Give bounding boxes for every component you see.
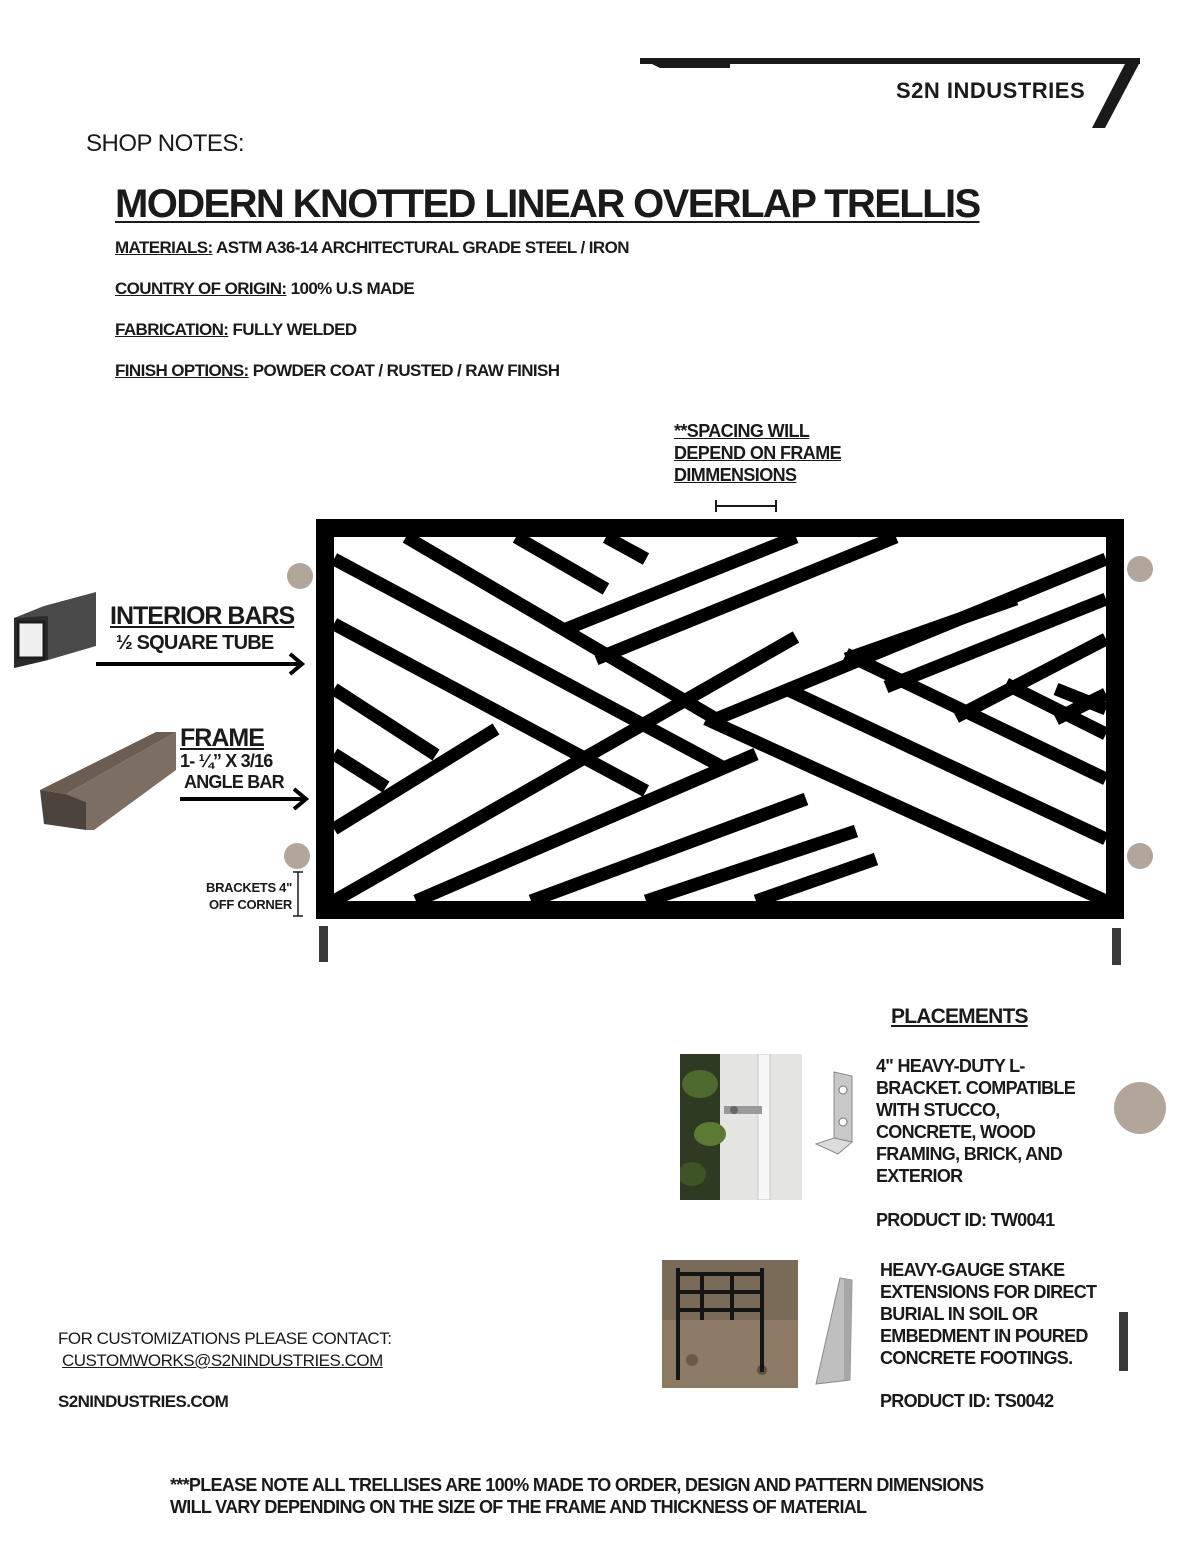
brand-name: S2N INDUSTRIES <box>896 78 1086 103</box>
placement-bracket-dot <box>1114 1082 1166 1134</box>
spacing-dimension-marker <box>712 498 780 514</box>
l-bracket-photo <box>680 1054 802 1200</box>
interior-bars-arrow <box>96 651 308 677</box>
bracket-dot-top-left <box>287 563 313 589</box>
square-tube-icon <box>12 590 98 674</box>
website-link[interactable]: S2NINDUSTRIES.COM <box>58 1392 229 1411</box>
spec-fabrication: FABRICATION: FULLY WELDED <box>115 320 357 339</box>
page-title: MODERN KNOTTED LINEAR OVERLAP TRELLIS <box>115 182 980 226</box>
brackets-dimension-marker <box>292 870 304 918</box>
stake-right <box>1112 928 1121 965</box>
product-tw0041-description: 4" HEAVY-DUTY L- BRACKET. COMPATIBLE WITH STUCCO, CONCRETE, WOOD FRAMING, BRICK, AND EXTERIOR <box>876 1056 1076 1186</box>
spacing-note: **SPACING WILL DEPEND ON FRAME DIMMENSIONS <box>674 421 842 485</box>
stake-left <box>319 926 328 962</box>
product-ts0042-description: HEAVY-GAUGE STAKE EXTENSIONS FOR DIRECT BURIAL IN SOIL OR EMBEDMENT IN POURED CONCRETE FOOTINGS. <box>880 1260 1097 1368</box>
spec-materials: MATERIALS: ASTM A36-14 ARCHITECTURAL GRADE STEEL / IRON <box>115 238 629 257</box>
frame-spec-type: ANGLE BAR <box>184 772 284 792</box>
shop-notes-heading: SHOP NOTES: <box>86 130 245 157</box>
spec-country-of-origin: COUNTRY OF ORIGIN: 100% U.S MADE <box>115 279 415 298</box>
stake-extension-icon <box>814 1276 856 1386</box>
trellis-diagram <box>316 519 1124 919</box>
angle-bar-icon <box>36 730 176 836</box>
bracket-dot-top-right <box>1127 556 1153 582</box>
placements-heading: PLACEMENTS <box>891 1005 1028 1028</box>
interior-bars-spec: ½ SQUARE TUBE <box>116 632 274 654</box>
stake-photo <box>662 1260 798 1388</box>
contact-email-link[interactable]: CUSTOMWORKS@S2NINDUSTRIES.COM <box>62 1351 383 1370</box>
frame-spec-size: 1- ¼” X 3/16 <box>180 751 273 771</box>
contact-block <box>58 1328 391 1372</box>
product-ts0042-id: PRODUCT ID: TS0042 <box>880 1391 1054 1411</box>
product-tw0041-id: PRODUCT ID: TW0041 <box>876 1210 1055 1230</box>
brackets-note: BRACKETS 4" OFF CORNER <box>206 880 292 912</box>
bracket-dot-bottom-right <box>1127 843 1153 869</box>
frame-label: FRAME <box>180 724 264 752</box>
interior-bars-label: INTERIOR BARS <box>110 602 295 630</box>
footer-note: ***PLEASE NOTE ALL TRELLISES ARE 100% MADE TO ORDER, DESIGN AND PATTERN DIMENSIONS WILL VARY DEPENDING ON THE SIZE OF THE FRAME AND THICKNESS OF MATERIAL <box>170 1475 984 1517</box>
spec-finish-options: FINISH OPTIONS: POWDER COAT / RUSTED / RAW FINISH <box>115 361 560 380</box>
placement-stake-marker <box>1119 1312 1128 1371</box>
frame-arrow <box>180 786 312 812</box>
contact-line: FOR CUSTOMIZATIONS PLEASE CONTACT: <box>58 1329 392 1348</box>
l-bracket-icon <box>814 1070 860 1160</box>
bracket-dot-bottom-left <box>284 843 310 869</box>
